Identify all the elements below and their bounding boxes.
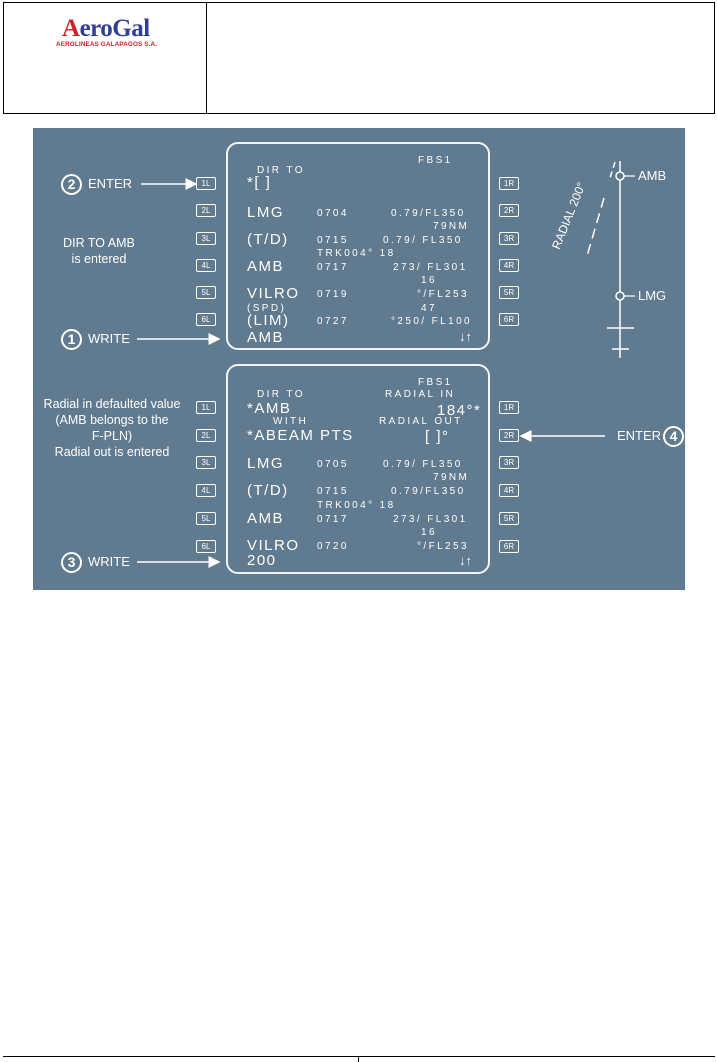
top-row5-dist: 47: [421, 303, 437, 314]
top-row4-name: AMB: [247, 258, 285, 275]
header-divider: [206, 3, 207, 113]
lsk-6l-top[interactable]: 6L: [196, 313, 216, 326]
header-table: [3, 2, 715, 114]
top-title: FBS1: [418, 155, 453, 166]
bottom-row4-name: (T/D): [247, 482, 289, 499]
callout-3-number: 3: [61, 552, 82, 573]
radial-line: [587, 198, 604, 256]
bottom-row5-value: 273/ FL301: [393, 514, 468, 525]
top-row4-value: 273/ FL301: [393, 262, 468, 273]
top-scratchpad[interactable]: AMB: [247, 329, 285, 346]
bottom-dir-to: DIR TO: [257, 389, 305, 400]
top-row2-dist: 79NM: [433, 221, 470, 232]
top-row2-name: LMG: [247, 204, 285, 221]
top-row5-time: 0719: [317, 289, 349, 300]
bottom-scratchpad[interactable]: 200: [247, 552, 277, 569]
lsk-6r-top[interactable]: 6R: [499, 313, 519, 326]
top-row2-value: 0.79/FL350: [391, 208, 466, 219]
top-scroll-arrows: ↓↑: [459, 329, 472, 344]
bottom-row2-name: *ABEAM PTS: [247, 427, 354, 444]
top-row2-time: 0704: [317, 208, 349, 219]
top-row3-name: (T/D): [247, 231, 289, 248]
bottom-row3-time: 0705: [317, 459, 349, 470]
lsk-6r-bottom[interactable]: 6R: [499, 540, 519, 553]
callout-1-number: 1: [61, 329, 82, 350]
top-dir-to-field[interactable]: *[ ]: [247, 174, 272, 191]
lsk-1l-bottom[interactable]: 1L: [196, 401, 216, 414]
lsk-3l-top[interactable]: 3L: [196, 232, 216, 245]
lsk-1l-top[interactable]: 1L: [196, 177, 216, 190]
lsk-4l-top[interactable]: 4L: [196, 259, 216, 272]
callout-4-text: ENTER: [617, 428, 662, 443]
top-row4-time: 0717: [317, 262, 349, 273]
note-top: DIR TO AMB is entered: [63, 236, 135, 266]
top-row3-track: TRK004° 18: [317, 248, 396, 259]
lsk-5l-bottom[interactable]: 5L: [196, 512, 216, 525]
bottom-row4-value: 0.79/FL350: [391, 486, 466, 497]
mcdu-figure: [33, 128, 685, 590]
bottom-radial-in: RADIAL IN: [385, 389, 456, 400]
bottom-row3-name: LMG: [247, 455, 285, 472]
amb-waypoint: [616, 172, 624, 180]
footer-divider: [358, 1056, 359, 1062]
aerogal-logo: [56, 15, 166, 55]
bottom-radial-out: RADIAL OUT: [379, 416, 463, 427]
lsk-6l-bottom[interactable]: 6L: [196, 540, 216, 553]
footer-rule: [3, 1056, 715, 1057]
lsk-4r-bottom[interactable]: 4R: [499, 484, 519, 497]
lsk-1r-top[interactable]: 1R: [499, 177, 519, 190]
lsk-3r-top[interactable]: 3R: [499, 232, 519, 245]
bottom-row5-time: 0717: [317, 514, 349, 525]
lmg-waypoint: [616, 292, 624, 300]
lsk-2l-top[interactable]: 2L: [196, 204, 216, 217]
bottom-scroll-arrows: ↓↑: [459, 553, 472, 568]
diagram-lmg-label: LMG: [638, 288, 667, 303]
lsk-4r-top[interactable]: 4R: [499, 259, 519, 272]
lsk-5l-top[interactable]: 5L: [196, 286, 216, 299]
logo-subtitle: AEROLINEAS GALAPAGOS S.A.: [56, 41, 158, 48]
diagram-radial-label: RADIAL 200°: [549, 180, 589, 252]
bottom-row6-name: VILRO: [247, 537, 300, 554]
top-row3-time: 0715: [317, 235, 349, 246]
lsk-4l-bottom[interactable]: 4L: [196, 484, 216, 497]
bottom-row6-value: °/FL253: [417, 541, 469, 552]
diagram-amb-label: AMB: [638, 168, 667, 183]
bottom-radial-out-field[interactable]: [ ]°: [425, 428, 450, 445]
top-row6-time: 0727: [317, 316, 349, 327]
bottom-row4-time: 0715: [317, 486, 349, 497]
lsk-5r-top[interactable]: 5R: [499, 286, 519, 299]
callout-2-text: ENTER: [88, 176, 133, 191]
top-row5-spd: (SPD): [247, 303, 287, 314]
top-row5-name: VILRO: [247, 285, 300, 302]
bottom-row6-time: 0720: [317, 541, 349, 552]
top-row5-value: °/FL253: [417, 289, 469, 300]
lsk-3r-bottom[interactable]: 3R: [499, 456, 519, 469]
callout-2-number: 2: [61, 174, 82, 195]
bottom-row5-name: AMB: [247, 510, 285, 527]
lsk-3l-bottom[interactable]: 3L: [196, 456, 216, 469]
lsk-1r-bottom[interactable]: 1R: [499, 401, 519, 414]
lsk-5r-bottom[interactable]: 5R: [499, 512, 519, 525]
callout-4-number: 4: [663, 426, 684, 447]
top-row6-value: °250/ FL100: [391, 316, 472, 327]
bottom-row3-dist: 79NM: [433, 472, 470, 483]
top-row6-name: (LIM): [247, 312, 290, 329]
bottom-row1-name: *AMB: [247, 400, 292, 417]
bottom-row3-value: 0.79/ FL350: [383, 459, 463, 470]
bottom-title: FBS1: [418, 377, 453, 388]
callout-3-text: WRITE: [88, 554, 130, 569]
bottom-with: WITH: [273, 416, 309, 427]
lsk-2l-bottom[interactable]: 2L: [196, 429, 216, 442]
note-bottom: Radial in defaulted value (AMB belongs to the F-PLN) Radial out is entered: [43, 397, 181, 459]
bottom-radial-in-value: 184°*: [437, 402, 482, 419]
top-row3-value: 0.79/ FL350: [383, 235, 463, 246]
bottom-row5-dist: 16: [421, 527, 437, 538]
bottom-row4-track: TRK004° 18: [317, 500, 396, 511]
logo-wordmark: AeroGal: [62, 15, 150, 42]
lsk-2r-top[interactable]: 2R: [499, 204, 519, 217]
top-dir-to: DIR TO: [257, 165, 305, 176]
lsk-2r-bottom[interactable]: 2R: [499, 429, 519, 442]
callout-1-text: WRITE: [88, 331, 130, 346]
top-row4-dist: 16: [421, 275, 437, 286]
